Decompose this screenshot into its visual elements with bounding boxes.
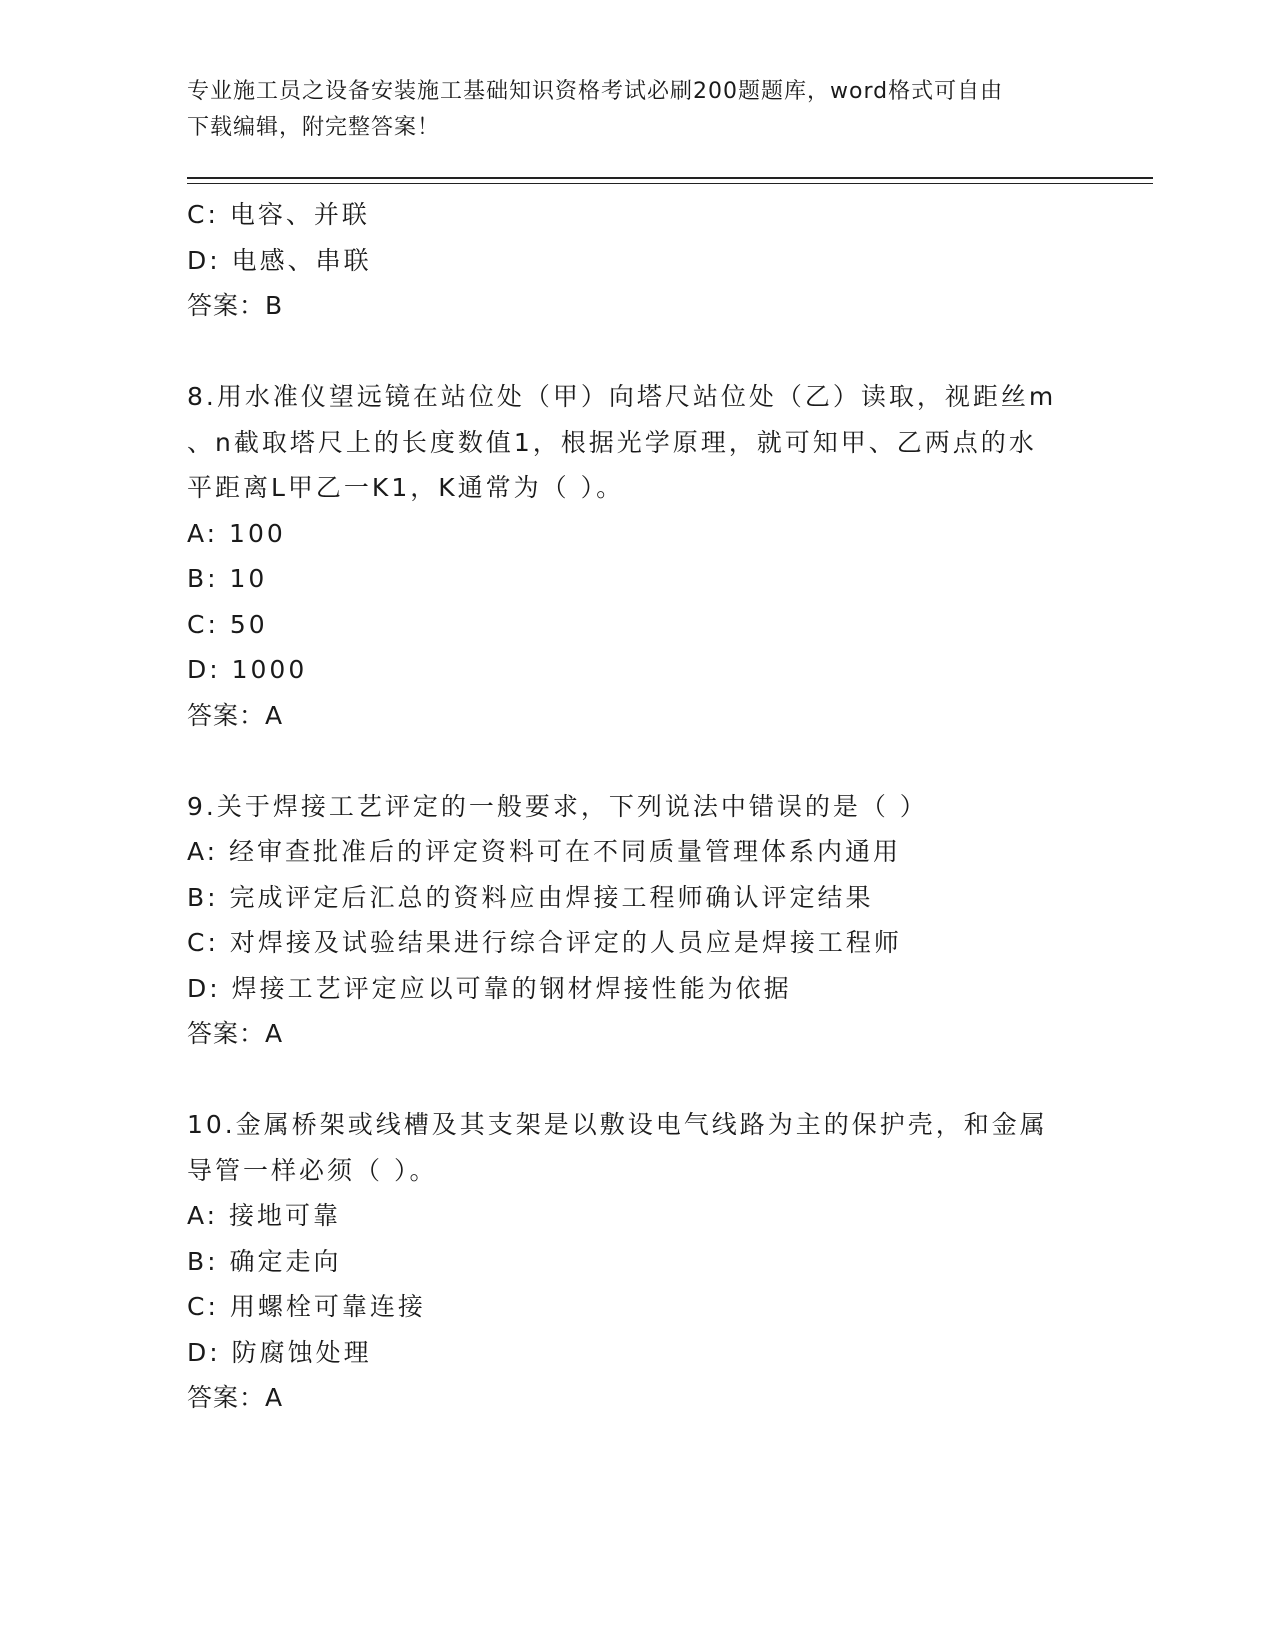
question-list: [187, 192, 1087, 1421]
option-a: A: 接地可靠: [187, 1201, 342, 1230]
document-header: [187, 74, 1067, 146]
option-a: A: 经审查批准后的评定资料可在不同质量管理体系内通用: [187, 837, 902, 866]
header-divider-thin: [187, 183, 1153, 184]
option-b: B: 10: [187, 564, 268, 593]
spacer: [187, 738, 1087, 784]
option-d: D: 防腐蚀处理: [187, 1337, 372, 1367]
question-stem: 导管一样必须（ ）。: [187, 1155, 438, 1185]
option-d: D: 1000: [187, 655, 308, 684]
spacer: [187, 1057, 1087, 1103]
option-c: C: 对焊接及试验结果进行综合评定的人员应是焊接工程师: [187, 928, 902, 957]
option-b: B: 完成评定后汇总的资料应由焊接工程师确认评定结果: [187, 882, 874, 912]
option-c: C: 50: [187, 609, 268, 639]
spacer: [187, 329, 1087, 375]
question-stem: 平距离L甲乙一K1，K通常为（ ）。: [187, 473, 625, 502]
header-line-1: 专业施工员之设备安装施工基础知识资格考试必刷200题题库，word格式可自由: [187, 79, 1004, 104]
question-8: [187, 374, 1087, 738]
answer-line: 答案：A: [187, 1019, 284, 1048]
header-line-2: 下载编辑，附完整答案！: [187, 115, 441, 140]
option-c: C: 用螺栓可靠连接: [187, 1292, 426, 1321]
answer-line: 答案：A: [187, 1383, 284, 1412]
option-d: D: 焊接工艺评定应以可靠的钢材焊接性能为依据: [187, 973, 792, 1003]
option-a: A: 100: [187, 518, 286, 548]
option-b: B: 确定走向: [187, 1246, 342, 1276]
option-c: C: 电容、并联: [187, 200, 370, 229]
header-divider-thick: [187, 177, 1153, 179]
question-stem: 8.用水准仪望远镜在站位处（甲）向塔尺站位处（乙）读取，视距丝m: [187, 382, 1057, 411]
question-7-tail: [187, 192, 1087, 329]
question-9: [187, 784, 1087, 1057]
question-stem: 、n截取塔尺上的长度数值1，根据光学原理，就可知甲、乙两点的水: [187, 427, 1037, 457]
question-10: [187, 1102, 1087, 1421]
answer-line: 答案：B: [187, 291, 284, 320]
option-d: D: 电感、串联: [187, 245, 372, 275]
question-stem: 10.金属桥架或线槽及其支架是以敷设电气线路为主的保护壳，和金属: [187, 1110, 1048, 1139]
question-stem: 9.关于焊接工艺评定的一般要求，下列说法中错误的是（ ）: [187, 791, 928, 821]
answer-line: 答案：A: [187, 700, 284, 730]
